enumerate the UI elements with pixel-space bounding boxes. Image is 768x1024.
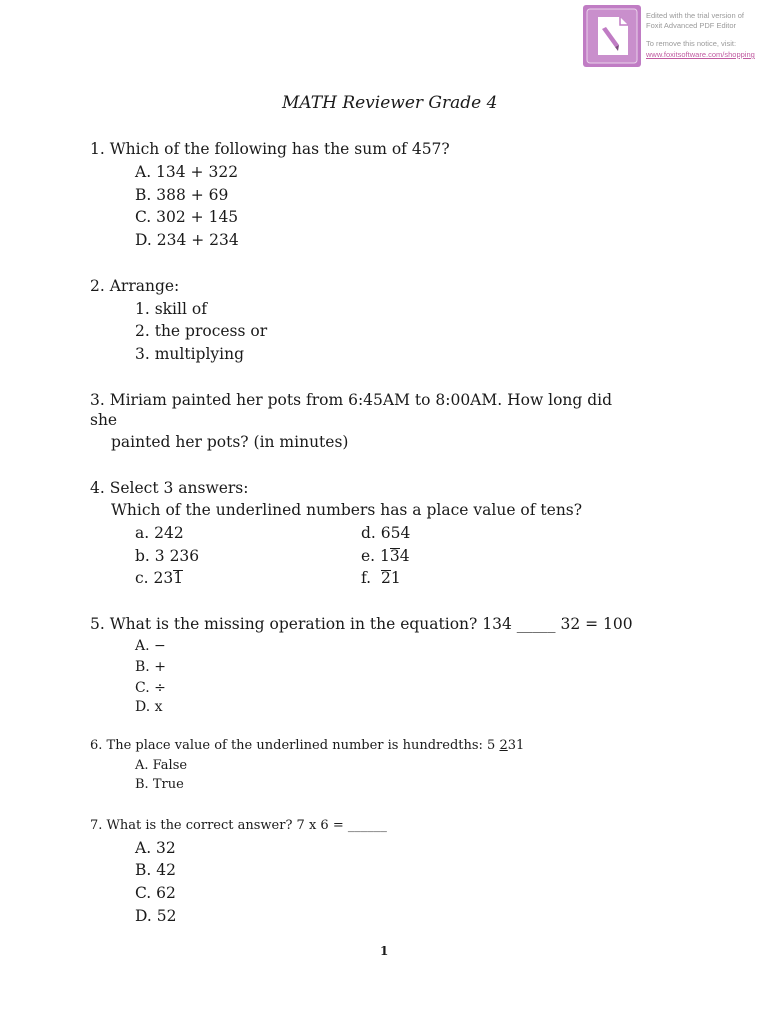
question-2: 2. Arrange: — [90, 277, 180, 295]
q1-option-c: C. 302 + 145 — [135, 208, 239, 226]
q1-option-d: D. 234 + 234 — [135, 231, 239, 249]
question-3-line3: painted her pots? (in minutes) — [111, 433, 349, 451]
page-number: 1 — [380, 944, 389, 958]
question-7: 7. What is the correct answer? 7 x 6 = ______ — [90, 818, 387, 833]
q4-option-f-marked-digit: 2 — [380, 569, 391, 587]
watermark-line3: To remove this notice, visit: — [646, 39, 737, 48]
q4-option-f-text: f. — [361, 569, 381, 587]
q7-option-d: D. 52 — [135, 907, 177, 925]
q5-option-a: A. − — [135, 638, 166, 654]
watermark-line1: Edited with the trial version of — [646, 11, 744, 20]
q4-option-e-marked-digit: 3 — [389, 547, 400, 565]
question-6 — [90, 738, 524, 753]
question-3-line1: 3. Miriam painted her pots from 6:45AM to 8:00AM. How long did — [90, 391, 613, 409]
q4-option-e — [361, 547, 410, 565]
q5-option-b: B. + — [135, 659, 166, 675]
watermark-line2: Foxit Advanced PDF Editor — [646, 21, 737, 30]
q1-option-b: B. 388 + 69 — [135, 186, 229, 204]
q4-option-b — [135, 547, 199, 565]
question-6-text: 6. The place value of the underlined number is hundredths: 5 — [90, 738, 500, 753]
q4-option-a — [135, 524, 184, 542]
document-title: MATH Reviewer Grade 4 — [282, 93, 498, 113]
q7-option-c: C. 62 — [135, 884, 176, 902]
q4-option-c-text: c. 23 — [135, 569, 174, 587]
watermark-link[interactable]: www.foxitsoftware.com/shopping — [646, 50, 755, 59]
question-5: 5. What is the missing operation in the equation? 134 _____ 32 = 100 — [90, 615, 633, 633]
foxit-logo — [583, 5, 641, 67]
pencil-edit-icon — [583, 5, 641, 67]
q4-option-a-text: a. 242 — [135, 524, 184, 542]
question-1: 1. Which of the following has the sum of 457? — [90, 140, 450, 158]
q5-option-d: D. x — [135, 699, 163, 715]
q5-option-c: C. ÷ — [135, 680, 166, 696]
q4-option-f-suffix: 1 — [390, 569, 401, 587]
q6-option-b: B. True — [135, 777, 184, 792]
q2-item-3: 3. multiplying — [135, 345, 245, 363]
q4-option-f — [361, 569, 401, 587]
q4-option-c-marked-digit: 1 — [173, 569, 184, 587]
q4-option-c — [135, 569, 183, 587]
q6-suffix: 31 — [507, 738, 525, 753]
q4-option-d-text: d. 654 — [361, 524, 411, 542]
q4-option-e-text: e. 1 — [361, 547, 390, 565]
q6-option-a: A. False — [135, 758, 188, 773]
q4-option-e-suffix: 4 — [399, 547, 410, 565]
q1-option-a: A. 134 + 322 — [135, 163, 239, 181]
q7-option-a: A. 32 — [135, 839, 176, 857]
q4-option-d — [361, 524, 410, 542]
question-3-line2: she — [90, 411, 118, 429]
question-4-line2: Which of the underlined numbers has a place value of tens? — [111, 501, 583, 519]
q2-item-2: 2. the process or — [135, 322, 268, 340]
q4-option-b-text: b. 3 236 — [135, 547, 200, 565]
question-4-line1: 4. Select 3 answers: — [90, 479, 249, 497]
q6-underlined-digit: 2 — [499, 738, 508, 753]
q7-option-b: B. 42 — [135, 861, 176, 879]
q2-item-1: 1. skill of — [135, 300, 207, 318]
